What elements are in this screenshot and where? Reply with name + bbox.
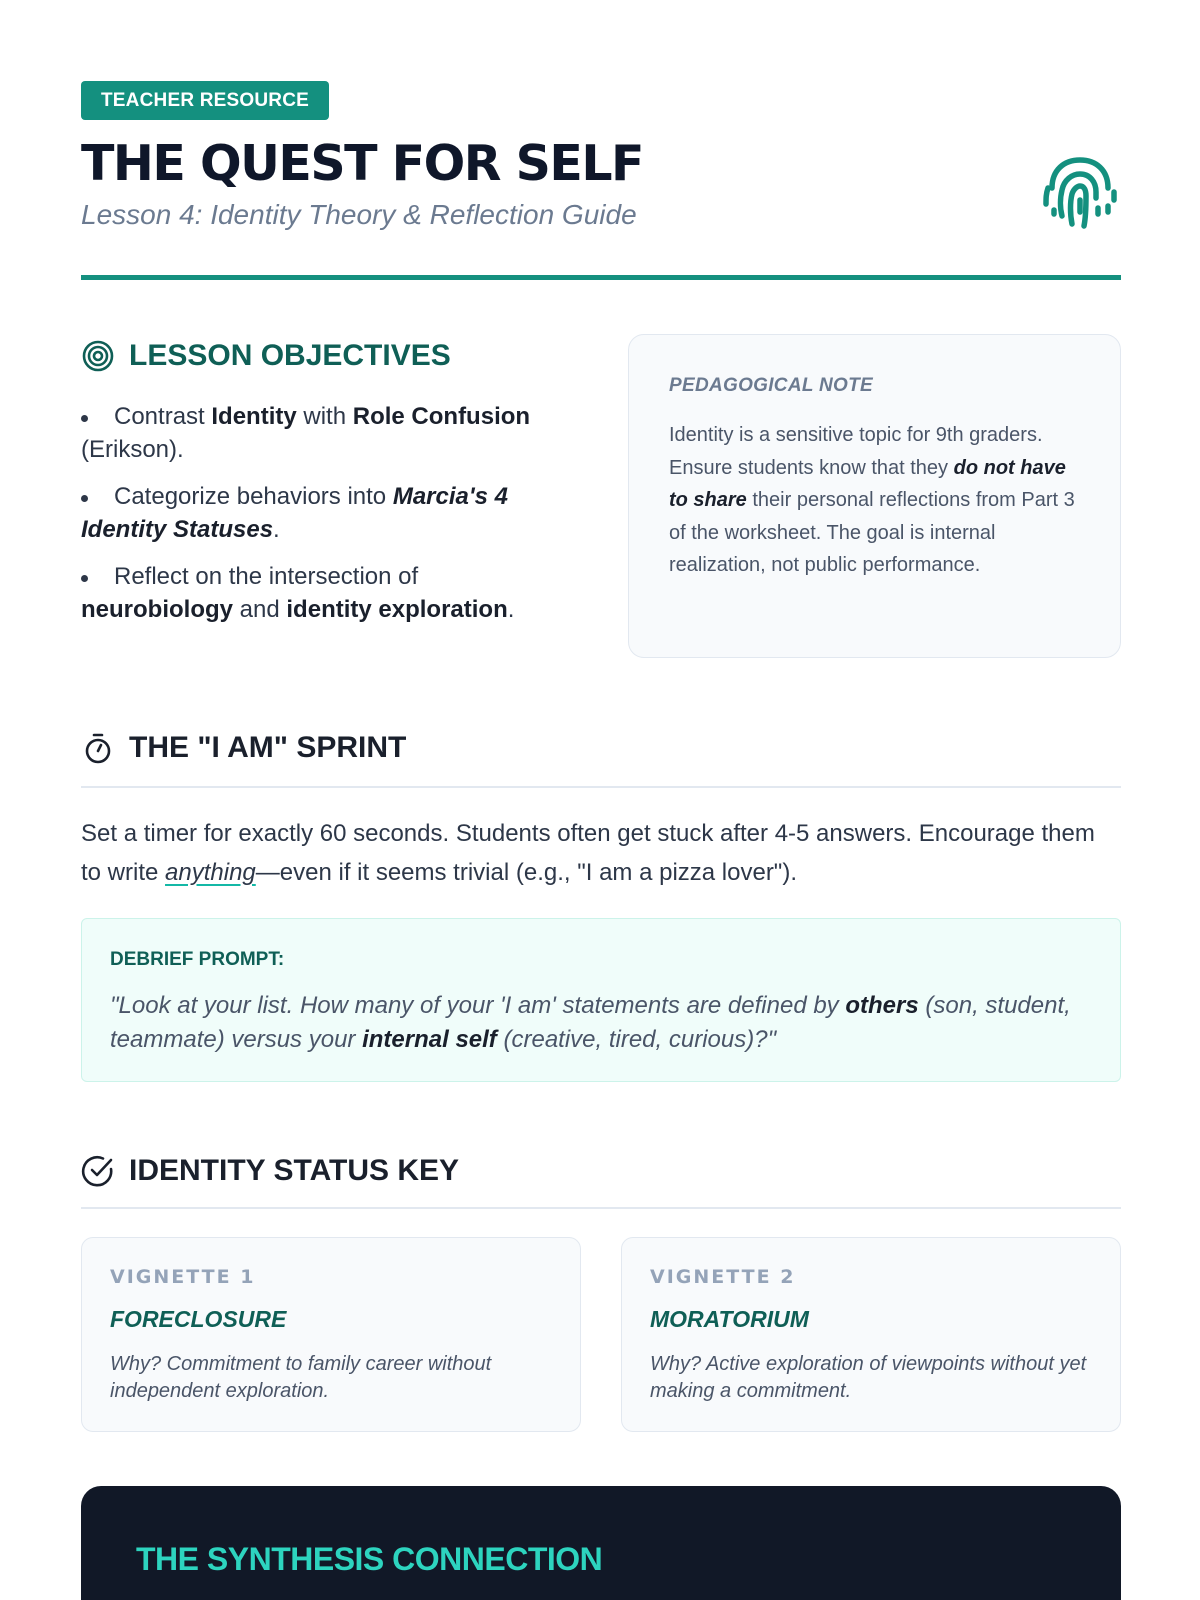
list-item: Contrast Identity with Role Confusion (Erikson). [81,400,551,466]
section-divider [81,1207,1121,1209]
fingerprint-icon [1040,152,1120,232]
vignette-number: VIGNETTE 2 [650,1266,796,1288]
sprint-heading-label: THE "I AM" SPRINT [129,731,407,764]
vignette-status: FORECLOSURE [110,1306,287,1332]
objectives-list [81,400,551,640]
page-subtitle: Lesson 4: Identity Theory & Reflection Guide [81,199,637,230]
vignette-explanation: Why? Active exploration of viewpoints without yet making a commitment. [650,1353,1087,1402]
resource-badge: TEACHER RESOURCE [81,81,329,120]
note-title: PEDAGOGICAL NOTE [669,375,873,396]
vignette-explanation: Why? Commitment to family career without independent exploration. [110,1353,492,1402]
synthesis-title: THE SYNTHESIS CONNECTION [136,1541,603,1577]
status-key-heading-label: IDENTITY STATUS KEY [129,1154,460,1187]
section-divider [81,786,1121,788]
objectives-heading [81,338,451,374]
vignette-card-1 [81,1237,581,1432]
list-item: Categorize behaviors into Marcia's 4 Identity Statuses. [81,480,551,546]
debrief-title: DEBRIEF PROMPT: [110,949,285,970]
target-icon [81,339,115,373]
stopwatch-icon [81,731,115,765]
vignette-number: VIGNETTE 1 [110,1266,256,1288]
check-circle-icon [81,1154,115,1188]
debrief-prompt-box [81,918,1121,1082]
pedagogical-note-card [628,334,1121,658]
vignette-status: MORATORIUM [650,1306,809,1332]
status-key-heading [81,1153,459,1189]
header-divider [81,275,1121,280]
synthesis-panel [81,1486,1121,1600]
objectives-heading-label: LESSON OBJECTIVES [129,339,451,372]
debrief-quote: "Look at your list. How many of your 'I am' statements are defined by others (son, student, teammate) versus your internal self (creative, tired, curious)?" [110,992,1071,1053]
sprint-instructions: Set a timer for exactly 60 seconds. Students often get stuck after 4-5 answers. Encourage them to write anything—even if it seems trivial (e.g., "I am a pizza lover"). [81,820,1095,886]
vignette-card-2 [621,1237,1121,1432]
note-body: Identity is a sensitive topic for 9th graders. Ensure students know that they do not have to share their personal reflections from Part 3 of the worksheet. The goal is internal realization, not public performance. [669,424,1075,576]
list-item: Reflect on the intersection of neurobiology and identity exploration. [81,560,551,626]
page-title: THE QUEST FOR SELF [81,135,644,192]
sprint-heading [81,730,406,766]
